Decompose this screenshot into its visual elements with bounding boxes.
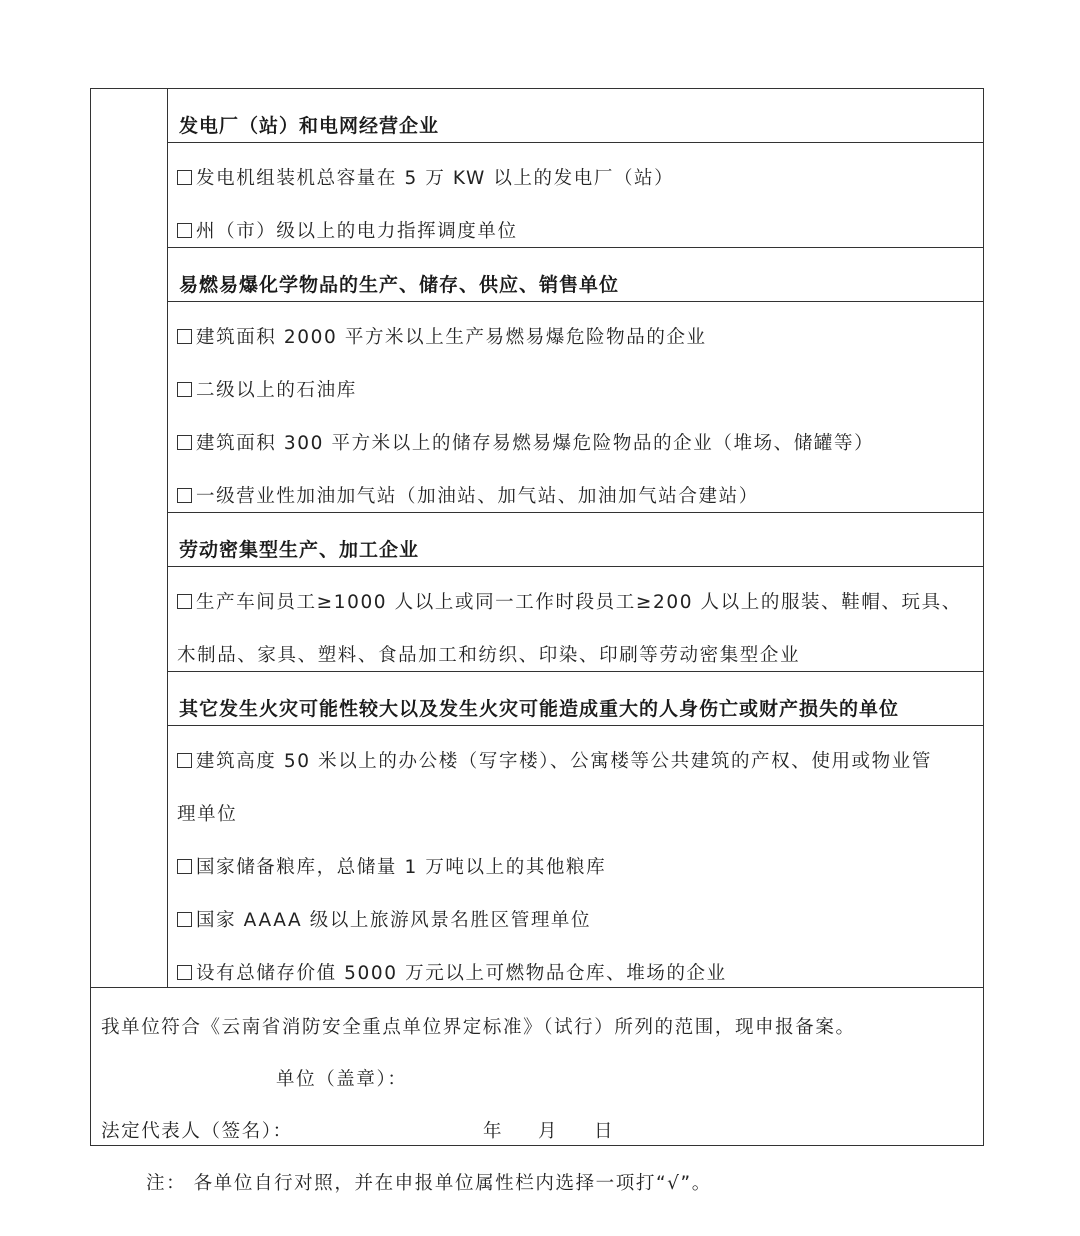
row-divider (168, 142, 983, 143)
checkbox-icon[interactable] (177, 859, 192, 874)
checkbox-icon[interactable] (177, 594, 192, 609)
unit-attribute-column (91, 89, 168, 987)
section-header-labor-intensive: 劳动密集型生产、加工企业 (179, 539, 420, 561)
checkbox-item[interactable]: 建筑面积 2000 平方米以上生产易燃易爆危险物品的企业 (177, 323, 707, 349)
seal-field[interactable]: 单位（盖章）： (276, 1069, 408, 1090)
item-continuation: 理单位 (177, 804, 238, 825)
checkbox-icon[interactable] (177, 223, 192, 238)
row-divider (168, 512, 983, 513)
date-month-label: 月 (538, 1121, 559, 1142)
row-divider (168, 671, 983, 672)
checkbox-item[interactable]: 设有总储存价值 5000 万元以上可燃物品仓库、堆场的企业 (177, 959, 727, 985)
checkbox-item[interactable]: 建筑面积 300 平方米以上的储存易燃易爆危险物品的企业（堆场、储罐等） (177, 429, 874, 455)
checkbox-icon[interactable] (177, 382, 192, 397)
checkbox-item[interactable]: 一级营业性加油加气站（加油站、加气站、加油加气站合建站） (177, 482, 759, 508)
checkbox-item[interactable]: 国家 AAAA 级以上旅游风景名胜区管理单位 (177, 906, 591, 932)
checkbox-item[interactable]: 发电机组装机总容量在 5 万 KW 以上的发电厂（站） (177, 164, 674, 190)
date-year-label: 年 (483, 1121, 504, 1142)
declaration-statement: 我单位符合《云南省消防安全重点单位界定标准》（试行）所列的范围，现申报备案。 (101, 1017, 856, 1038)
section-header-other-high-risk: 其它发生火灾可能性较大以及发生火灾可能造成重大的人身伤亡或财产损失的单位 (179, 698, 900, 720)
representative-signature-field[interactable]: 法定代表人（签名）： (101, 1121, 293, 1142)
checkbox-item[interactable]: 生产车间员工≥1000 人以上或同一工作时段员工≥200 人以上的服装、鞋帽、玩具、 (177, 588, 962, 614)
checkbox-item[interactable]: 建筑高度 50 米以上的办公楼（写字楼）、公寓楼等公共建筑的产权、使用或物业管 (177, 747, 932, 773)
checkbox-icon[interactable] (177, 435, 192, 450)
row-divider (168, 301, 983, 302)
row-divider (168, 247, 983, 248)
checkbox-icon[interactable] (177, 488, 192, 503)
checkbox-icon[interactable] (177, 965, 192, 980)
row-divider (91, 987, 983, 988)
section-header-flammable-chemicals: 易燃易爆化学物品的生产、储存、供应、销售单位 (179, 274, 620, 296)
checkbox-icon[interactable] (177, 329, 192, 344)
checkbox-icon[interactable] (177, 170, 192, 185)
checkbox-item[interactable]: 州（市）级以上的电力指挥调度单位 (177, 217, 518, 243)
checkbox-icon[interactable] (177, 912, 192, 927)
item-continuation: 木制品、家具、塑料、食品加工和纺织、印染、印刷等劳动密集型企业 (177, 645, 801, 666)
row-divider (168, 725, 983, 726)
footnote: 注： 各单位自行对照，并在申报单位属性栏内选择一项打“√”。 (146, 1173, 712, 1194)
row-divider (168, 566, 983, 567)
checkbox-item[interactable]: 国家储备粮库，总储量 1 万吨以上的其他粮库 (177, 853, 606, 879)
application-form-table (90, 88, 984, 1146)
date-day-label: 日 (594, 1121, 615, 1142)
checkbox-item[interactable]: 二级以上的石油库 (177, 376, 357, 402)
section-header-power-plants: 发电厂（站）和电网经营企业 (179, 115, 440, 137)
checkbox-icon[interactable] (177, 753, 192, 768)
